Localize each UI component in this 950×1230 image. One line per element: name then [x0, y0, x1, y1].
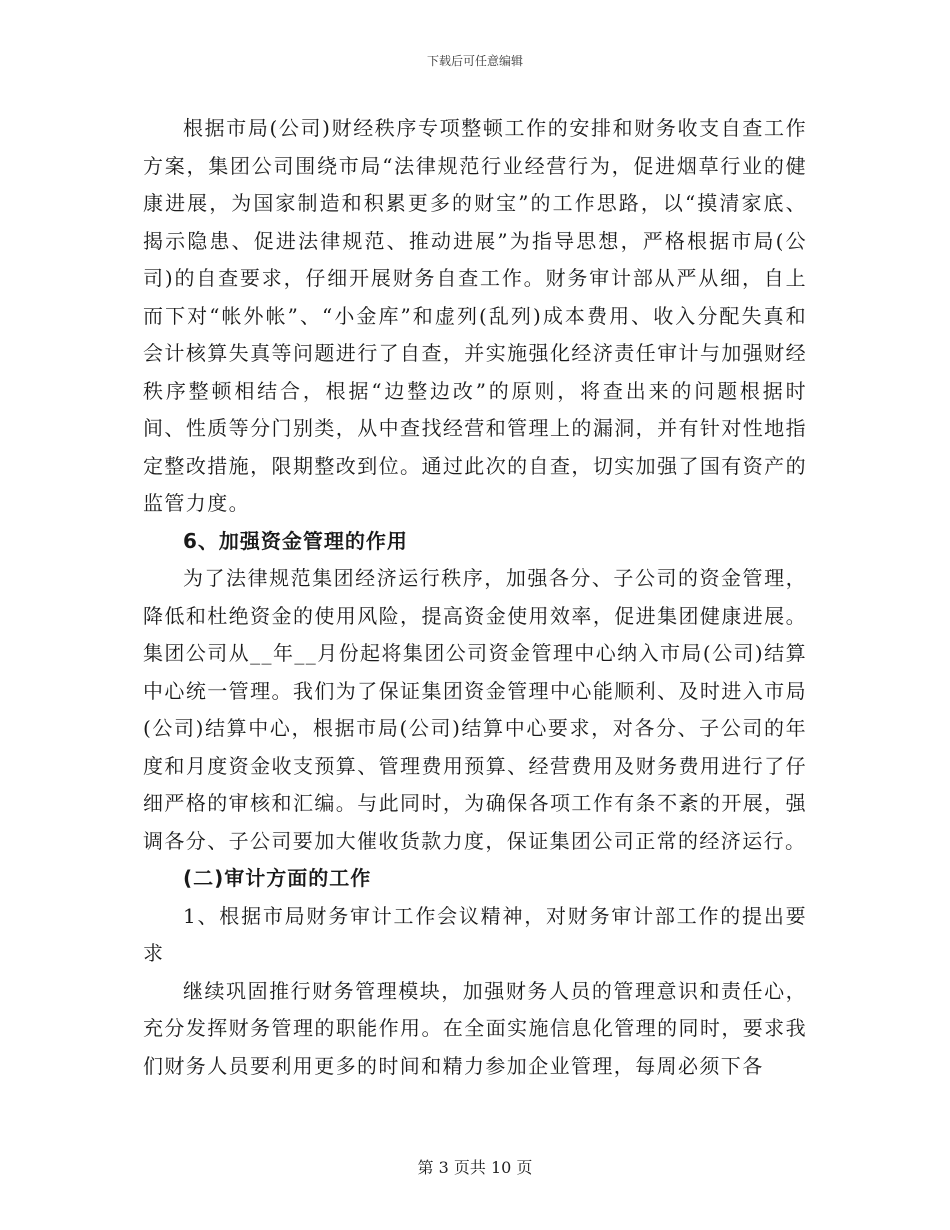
paragraph-fund-management: 为了法律规范集团经济运行秩序，加强各分、子公司的资金管理，降低和杜绝资金的使用风险，提高资金使用效率，促进集团健康进展。集团公司从__年__月份起将集团公司资金管理中心纳入市局(公司)结算中心统一管理。我们为了保证集团资金管理中心能顺利、及时进入市局(公司)结算中心，根据市局(公司)结算中心要求，对各分、子公司的年度和月度资金收支预算、管理费用预算、经营费用及财务费用进行了仔细严格的审核和汇编。与此同时，为确保各项工作有条不紊的开展，强调各分、子公司要加大催收货款力度，保证集团公司正常的经济运行。	[143, 566, 807, 853]
section-heading-audit-work: (二)审计方面的工作	[183, 866, 372, 890]
paragraph-self-inspection: 根据市局(公司)财经秩序专项整顿工作的安排和财务收支自查工作方案，集团公司围绕市局“法律规范行业经营行为，促进烟草行业的健康进展，为国家制造和积累更多的财宝”的工作思路，以“摸清家底、揭示隐患、促进法律规范、推动进展”为指导思想，严格根据市局(公司)的自查要求，仔细开展财务自查工作。财务审计部从严从细，自上而下对“帐外帐”、“小金库”和虚列(乱列)成本费用、收入分配失真和会计核算失真等问题进行了自查，并实施强化经济责任审计与加强财经秩序整顿相结合，根据“边整边改”的原则，将查出来的问题根据时间、性质等分门别类，从中查找经营和管理上的漏洞，并有针对性地指定整改措施，限期整改到位。通过此次的自查，切实加强了国有资产的监管力度。	[143, 116, 807, 515]
paragraph-financial-module: 继续巩固推行财务管理模块，加强财务人员的管理意识和责任心，充分发挥财务管理的职能作用。在全面实施信息化管理的同时，要求我们财务人员要利用更多的时间和精力参加企业管理，每周必须下各	[143, 978, 807, 1078]
paragraph-audit-requirement: 1、根据市局财务审计工作会议精神，对财务审计部工作的提出要求	[143, 903, 807, 965]
document-body	[143, 110, 807, 1085]
section-heading-fund-management: 6、加强资金管理的作用	[183, 528, 408, 553]
page-header: 下载后可任意编辑	[426, 54, 523, 68]
page-number: 第 3 页共 10 页	[417, 1158, 533, 1177]
